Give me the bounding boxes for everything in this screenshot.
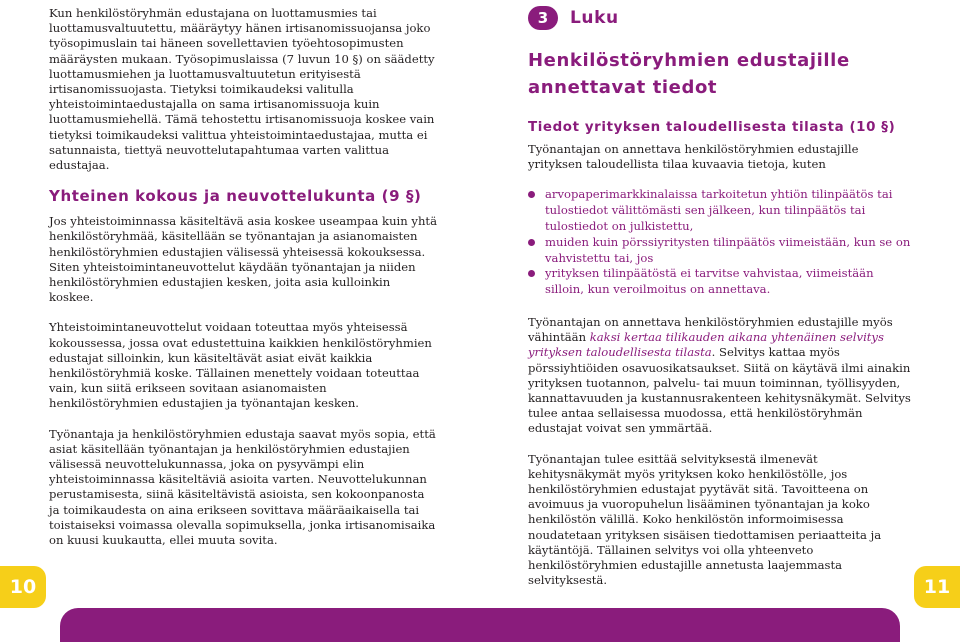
list-item: arvopaperimarkkinalaissa tarkoitetun yhtiön tilinpäätös tai tulostiedot välittömästi sen jälkeen, kun tilinpäätös tai tulostiedot on julkistettu, [528,187,913,234]
financial-report-paragraph: Työnantajan on annettava henkilöstöryhmien edustajille myös vähintään kaksi kertaa tilikauden aikana yhtenäinen selvitys yrityksen taloudellisesta tilasta. Selvitys kattaa myös pörssiyhtiöiden osavuosikatsaukset. Siitä on käytävä ilmi ainakin yrityksen tuotannon, palvelu- tai muun toiminnan, työllisyyden, kannattavuuden ja kustannusrakenteen kehitysnäkymät. Selvitys tulee antaa sellaisessa muodossa, että henkilöstöryhmän edustajat voivat sen ymmärtää. [528,314,911,436]
list-item: yrityksen tilinpäätöstä ei tarvitse vahvistaa, viimeistään silloin, kun veroilmoitus on annettava. [528,266,913,298]
right-page-column [528,6,913,603]
chapter-number-badge: 3 [528,6,558,30]
joint-meeting-paragraph-1: Jos yhteistoiminnassa käsiteltävä asia koskee useampaa kuin yhtä henkilöstöryhmää, käsitellään se työnantajan ja asianomaisten henkilöstöryhmien edustajien välisessä yhteisessä kokouksessa. Siten yhteistoimintaneuvottelut käydään työnantajan ja niiden henkilöstöryhmien edustajien kesken, joita asia kulloinkin koskee. [49,214,437,305]
page-number-left: 10 [0,566,46,608]
footer-bar [60,608,900,642]
bullet-dot-icon [528,239,535,246]
chapter-label: Luku [570,8,619,28]
section-heading-financial-info: Tiedot yrityksen taloudellisesta tilasta (10 §) [528,120,896,135]
bullet-dot-icon [528,191,535,198]
chapter-header [528,6,913,30]
joint-meeting-paragraph-2: Yhteistoimintaneuvottelut voidaan toteuttaa myös yhteisessä kokoussessa, jossa ovat edustettuina kaikkien henkilöstöryhmien edustajat silloinkin, kun käsiteltävät asiat eivät kaikkia henkilöstöryhmiä koske. Tällainen menettely voidaan toteuttaa vain, kun siitä erikseen sovitaan asianomaisten henkilöstöryhmien edustajien ja työnantajan kesken. [49,320,432,411]
joint-meeting-paragraph-3: Työnantaja ja henkilöstöryhmien edustaja saavat myös sopia, että asiat käsitellään työnantajan ja henkilöstöryhmien edustajien välisessä neuvottelukunnassa, joka on pysyvämpi elin yhteistoiminnassa käsiteltäviä asioita varten. Neuvottelukunnan perustamisesta, siinä käsiteltävistä asioista, sen kokoonpanosta ja toimikaudesta on aina erikseen sovittava määräaikaisella tai toistaiseksi voimassa olevalla sopimuksella, jonka irtisanomisaika on kuusi kuukautta, ellei muuta sovita. [49,426,436,548]
section-heading-joint-meeting: Yhteinen kokous ja neuvottelukunta (9 §) [49,187,422,206]
page-number-right: 11 [914,566,960,608]
intro-paragraph: Kun henkilöstöryhmän edustajana on luottamusmies tai luottamusvaltuutettu, määräytyy hänen irtisanomissuojansa joko työsopimuslain tai häneen sovellettavien työehtosopimusten määräysten mukaan. Työsopimuslaissa (7 luvun 10 §) on säädetty luottamusmiehen ja luottamusvaltuutetun erityisestä irtisanomissuojasta. Tietyksi toimikaudeksi valitulla yhteistoimintaedustajalla on sama irtisanomissuoja kuin luottamusmiehellä. Tämä tehostettu irtisanomissuoja koskee vain tietyksi toimikaudeksi valittua yhteistoimintaedustajaa, mutta ei satunnaista, tiettyä neuvottelutapahtumaa varten valittua edustajaa. [49,6,435,173]
chapter-title: Henkilöstöryhmien edustajille annettavat tiedot [528,50,850,98]
financial-info-intro: Työnantajan on annettava henkilöstöryhmien edustajille yrityksen taloudellista tilaa kuvaavia tietoja, kuten [528,142,859,172]
bullet-dot-icon [528,270,535,277]
financial-info-list [528,187,913,298]
list-item: muiden kuin pörssiyritysten tilinpäätös viimeistään, kun se on vahvistettu tai, jos [528,235,913,267]
left-page-column [49,6,437,563]
staff-disclosure-paragraph: Työnantajan tulee esittää selvityksestä ilmenevät kehitysnäkymät myös yrityksen koko henkilöstölle, jos henkilöstöryhmien edustajat pyytävät sitä. Tavoitteena on avoimuus ja vuoropuhelun lisääminen työnantajan ja koko henkilöstön välillä. Koko henkilöstön informoimisessa noudatetaan yrityksen sisäisen tiedottamisen periaatteita ja käytäntöjä. Tällainen selvitys voi olla yhteenveto henkilöstöryhmien edustajille annetusta laajemmasta selvityksestä. [528,451,882,588]
emphasized-text: kaksi kertaa tilikauden aikana yhtenäinen selvitys yrityksen taloudellisesta tilasta [528,330,884,360]
